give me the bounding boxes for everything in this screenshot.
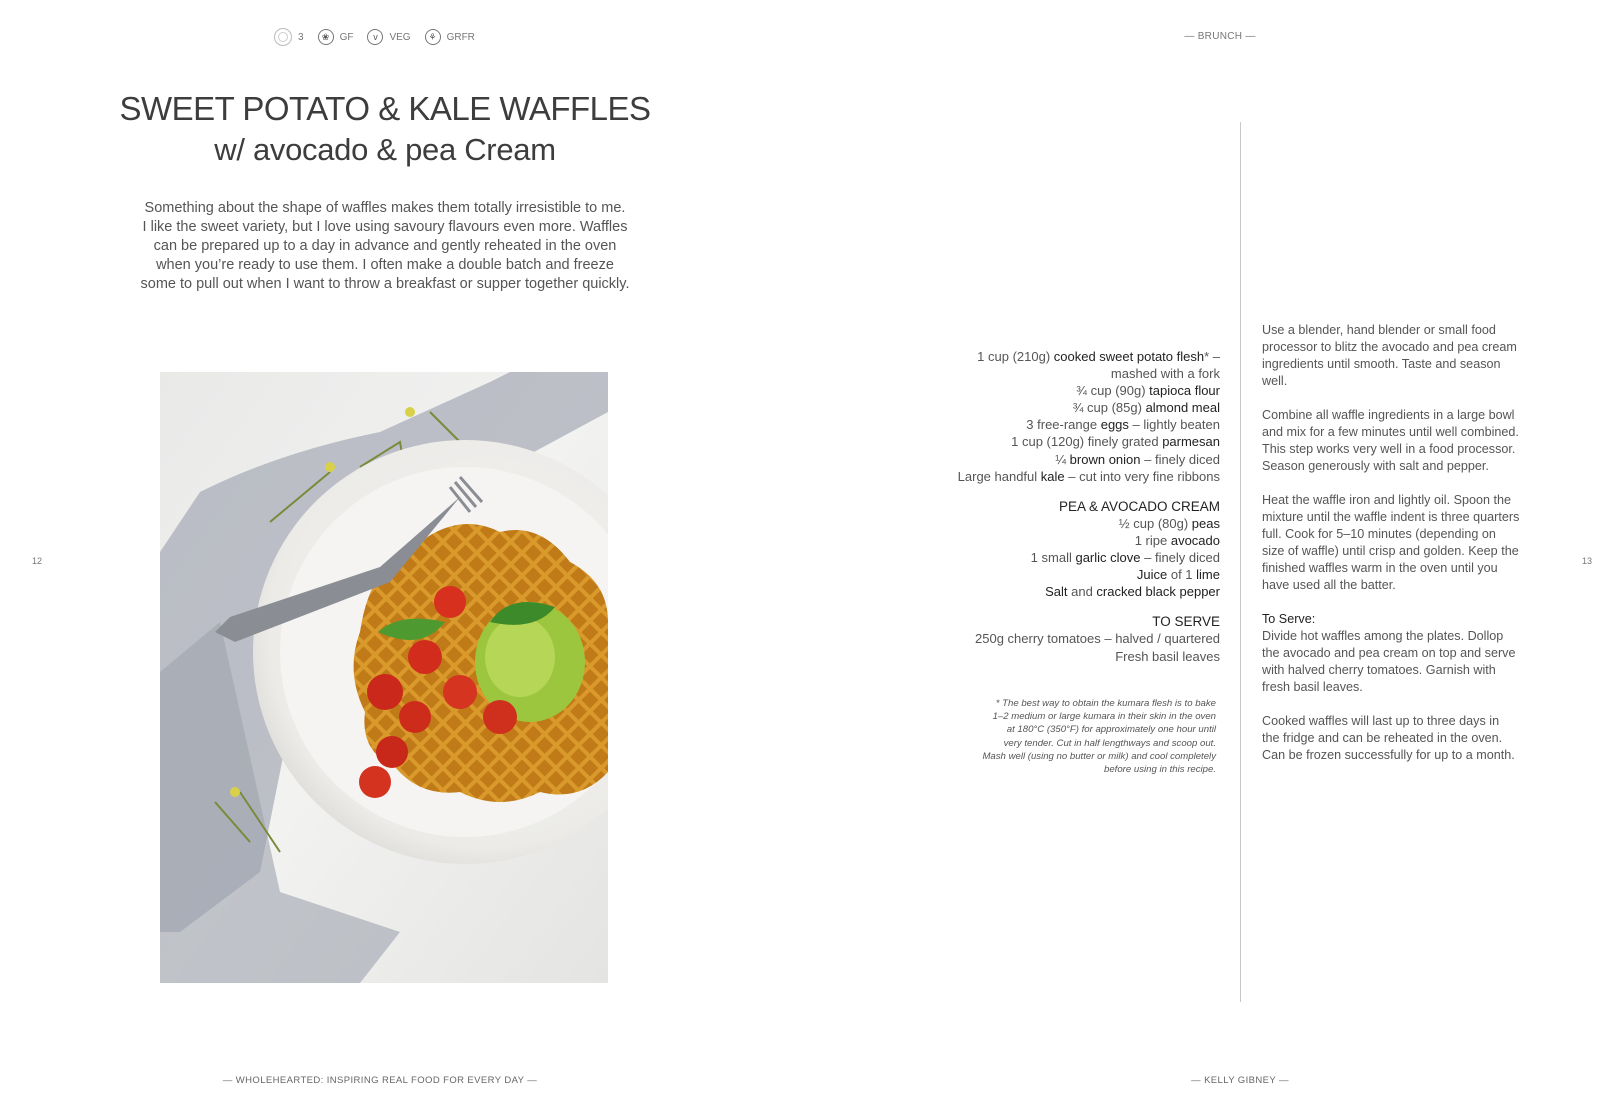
footnote bbox=[960, 697, 1216, 776]
tag-label: 3 bbox=[298, 31, 304, 43]
tag-label: GRFR bbox=[446, 31, 475, 43]
method-steps bbox=[1262, 322, 1520, 781]
intro-line: can be prepared up to a day in advance and gently reheated in the oven bbox=[153, 238, 617, 254]
gluten-free-icon: ❀ bbox=[318, 29, 334, 45]
tag-label: GF bbox=[339, 31, 354, 43]
ingredient-line: 3 free-range eggs – lightly beaten bbox=[1026, 417, 1220, 433]
intro-line: I like the sweet variety, but I love using savoury flavours even more. Waffles bbox=[142, 219, 628, 235]
ingredient-line: mashed with a fork bbox=[1110, 366, 1220, 382]
intro-paragraph bbox=[125, 199, 645, 294]
ingredients-list bbox=[900, 348, 1220, 665]
page-number-right: 13 bbox=[1582, 556, 1593, 566]
recipe-title: SWEET POTATO & KALE WAFFLES bbox=[119, 90, 651, 127]
ingredient-line: ¾ cup (85g) almond meal bbox=[1072, 400, 1220, 416]
footnote-line: very tender. Cut in half lengthways and scoop out. bbox=[1003, 737, 1216, 749]
diet-tags bbox=[274, 28, 475, 46]
footnote-line: 1–2 medium or large kumara in their skin in the oven bbox=[992, 711, 1216, 723]
footnote-line: Mash well (using no butter or milk) and cool completely bbox=[982, 750, 1216, 762]
ingredient-line: 1 cup (120g) finely grated parmesan bbox=[1011, 434, 1220, 450]
tag-servings bbox=[274, 28, 304, 46]
serve-heading: TO SERVE bbox=[1152, 614, 1220, 630]
footer-book-title: — WHOLEHEARTED: INSPIRING REAL FOOD FOR EVERY DAY — bbox=[222, 1075, 538, 1086]
column-divider bbox=[1240, 122, 1241, 1002]
waffle-plate-illustration bbox=[160, 372, 608, 983]
serve-subheading: To Serve: bbox=[1262, 612, 1316, 626]
recipe-subtitle: w/ avocado & pea Cream bbox=[214, 132, 556, 167]
cream-heading: PEA & AVOCADO CREAM bbox=[1058, 498, 1220, 514]
waffle-photo bbox=[160, 372, 608, 983]
intro-line: Something about the shape of waffles makes them totally irresistible to me. bbox=[144, 200, 626, 216]
servings-icon bbox=[274, 28, 292, 46]
ingredient-line: ½ cup (80g) peas bbox=[1118, 515, 1220, 531]
tag-vegetarian bbox=[367, 29, 410, 45]
method-step: Cooked waffles will last up to three days in the fridge and can be reheated in the oven. Can be frozen successfully for up to a month. bbox=[1262, 714, 1515, 762]
tag-label: VEG bbox=[389, 31, 411, 43]
method-step: Use a blender, hand blender or small food processor to blitz the avocado and pea cream ingredients until smooth. Taste and season well. bbox=[1262, 323, 1517, 388]
footer-author: — KELLY GIBNEY — bbox=[1191, 1075, 1289, 1086]
page-number-left: 12 bbox=[32, 556, 43, 566]
ingredient-line: 250g cherry tomatoes – halved / quartered bbox=[975, 631, 1220, 647]
ingredient-line: 1 small garlic clove – finely diced bbox=[1030, 550, 1220, 566]
vegetarian-icon: v bbox=[367, 29, 383, 45]
ingredient-line: 1 ripe avocado bbox=[1134, 532, 1220, 548]
ingredient-line: Juice of 1 lime bbox=[1136, 567, 1220, 583]
method-step: Combine all waffle ingredients in a large bowl and mix for a few minutes until well combined. This step works very well in a food processor. Season generously with salt and pepper. bbox=[1262, 408, 1519, 473]
tag-gluten-free bbox=[318, 29, 354, 45]
section-label: — BRUNCH — bbox=[1184, 31, 1256, 42]
grain-free-icon: ⚘ bbox=[425, 29, 441, 45]
intro-line: when you’re ready to use them. I often make a double batch and freeze bbox=[156, 257, 614, 273]
intro-line: some to pull out when I want to throw a breakfast or supper together quickly. bbox=[140, 276, 630, 292]
ingredient-line: ¼ brown onion – finely diced bbox=[1055, 451, 1220, 467]
method-step: Heat the waffle iron and lightly oil. Spoon the mixture until the waffle indent is three quarters full. Cook for 5–10 minutes (depending on size of waffle) until crisp and golden. Keep the finished waffles warm in the oven until you have used all the batter. bbox=[1262, 493, 1520, 592]
ingredient-line: 1 cup (210g) cooked sweet potato flesh* – bbox=[977, 349, 1220, 364]
tag-grain-free bbox=[425, 29, 475, 45]
ingredient-line: Fresh basil leaves bbox=[1115, 648, 1220, 664]
ingredient-line: ¾ cup (90g) tapioca flour bbox=[1076, 383, 1220, 399]
footnote-line: * The best way to obtain the kumara flesh is to bake bbox=[995, 698, 1216, 709]
method-step: Divide hot waffles among the plates. Dollop the avocado and pea cream on top and serve with halved cherry tomatoes. Garnish with fresh basil leaves. bbox=[1262, 629, 1516, 694]
ingredient-line: Large handful kale – cut into very fine ribbons bbox=[957, 468, 1220, 484]
ingredient-line: Salt and cracked black pepper bbox=[1045, 584, 1220, 600]
footnote-line: at 180°C (350°F) for approximately one hour until bbox=[1006, 724, 1216, 736]
footnote-line: before using in this recipe. bbox=[1104, 764, 1216, 776]
